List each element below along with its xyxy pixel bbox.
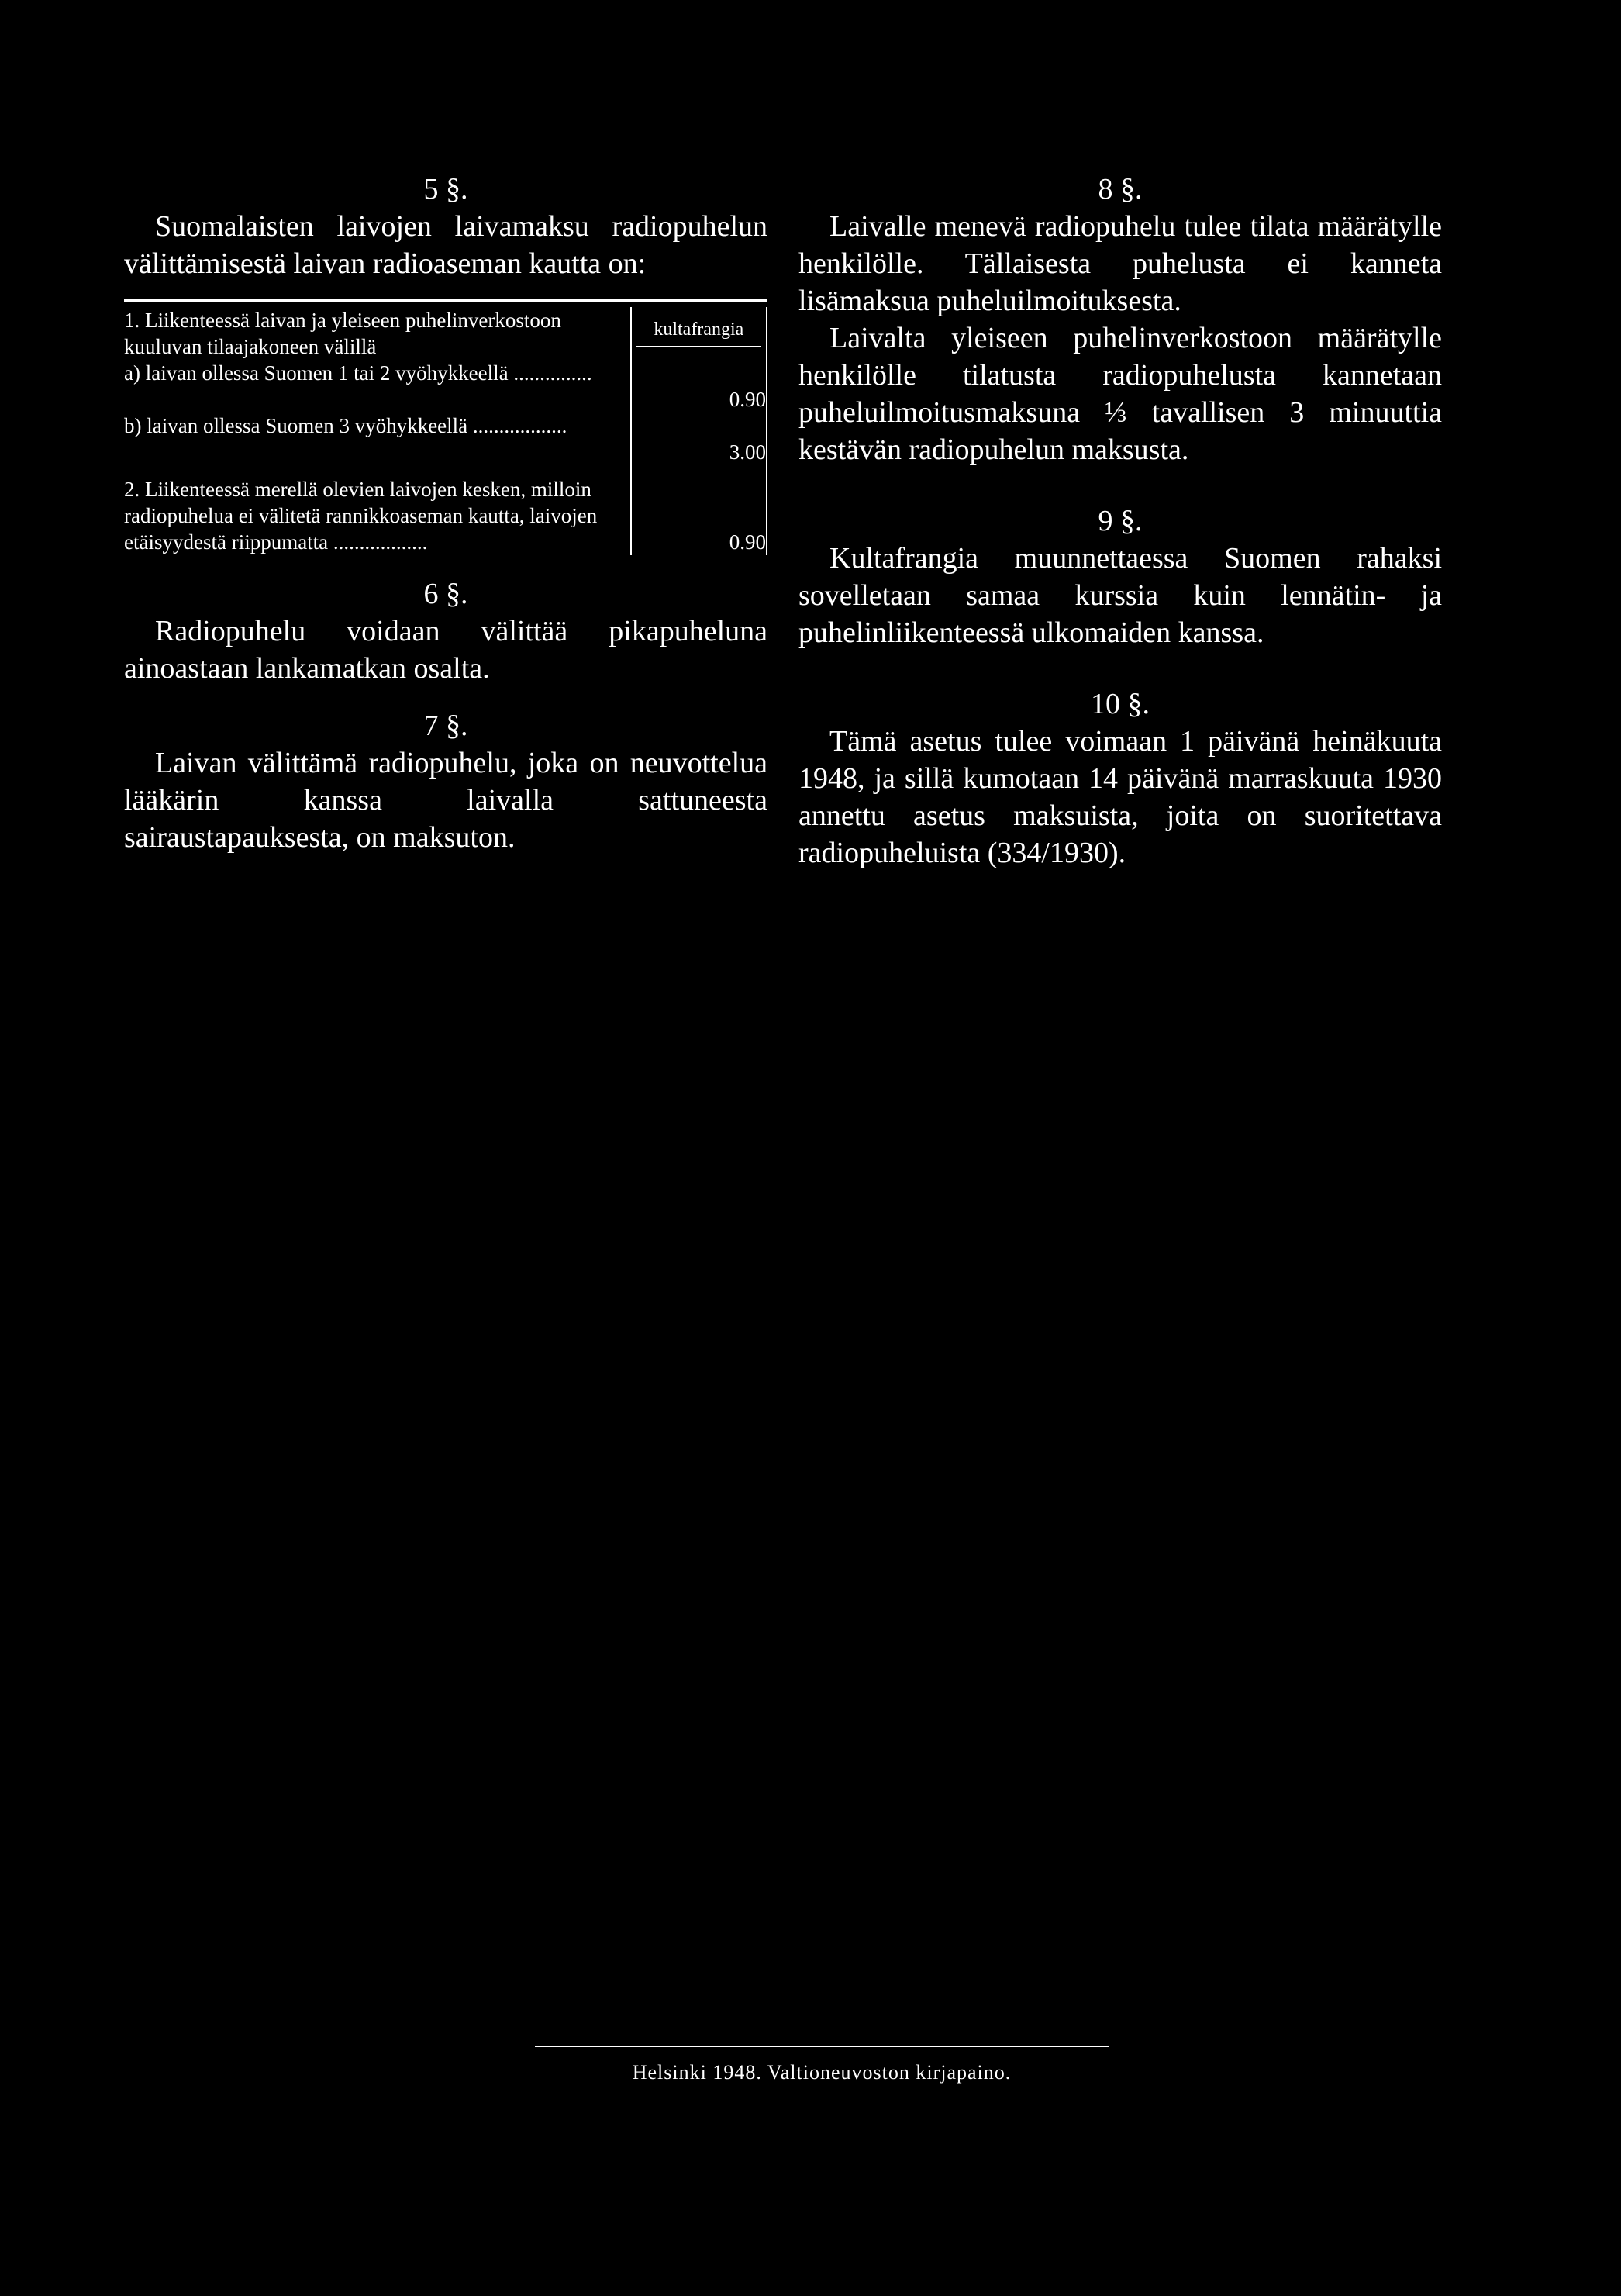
fee-value-1b: 3.00 <box>729 440 766 464</box>
section-5-title: 5 §. <box>423 173 468 205</box>
section-10-title: 10 §. <box>1091 688 1150 720</box>
section-8-title: 8 §. <box>1098 173 1143 205</box>
printer-imprint: Helsinki 1948. Valtioneuvoston kirjapaino. <box>632 2061 1012 2084</box>
fee-item-1a: a) laivan ollessa Suomen 1 tai 2 vyöhykkeellä ............... <box>124 361 592 385</box>
section-8-paragraph-2: Laivalta yleiseen puhelinverkostoon määrätylle henkilölle tilatusta radiopuhelusta kannetaan puheluilmoitusmaksuna ⅓ tavallisen 3 minuuttia kestävän radiopuhelun maksusta. <box>798 322 1442 466</box>
fee-value-2: 0.90 <box>729 530 766 554</box>
left-column <box>124 171 767 856</box>
section-6-title: 6 §. <box>423 578 468 610</box>
section-10-text: Tämä asetus tulee voimaan 1 päivänä heinäkuuta 1948, ja sillä kumotaan 14 päivänä marraskuuta 1930 annettu asetus maksuista, joita on suoritettava radiopuheluista (334/1930). <box>798 725 1442 869</box>
fee-value-1a: 0.90 <box>729 388 766 411</box>
section-5-intro: Suomalaisten laivojen laivamaksu radiopuhelun välittämisestä laivan radioaseman kautta on: <box>124 210 767 280</box>
fee-item-1: 1. Liikenteessä laivan ja yleiseen puhelinverkostoon kuuluvan tilaajakoneen välillä <box>124 309 561 358</box>
right-column <box>798 171 1442 872</box>
section-9-text: Kultafrangia muunnettaessa Suomen rahaksi sovelletaan samaa kurssia kuin lennätin- ja puhelinliikenteessä ulkomaiden kanssa. <box>798 542 1442 649</box>
section-6-text: Radiopuhelu voidaan välittää pikapuheluna ainoastaan lankamatkan osalta. <box>124 615 767 685</box>
fee-item-2: 2. Liikenteessä merellä olevien laivojen kesken, milloin radiopuhelua ei välitetä rannikkoaseman kautta, laivojen etäisyydestä riippumatta .................. <box>124 478 598 554</box>
footer-rule <box>535 2046 1109 2047</box>
section-8-paragraph-1: Laivalle menevä radiopuhelu tulee tilata määrätylle henkilölle. Tällaisesta puhelusta ei kanneta lisämaksua puheluilmoituksesta. <box>798 210 1442 317</box>
fee-item-1b: b) laivan ollessa Suomen 3 vyöhykkeellä .................. <box>124 414 567 437</box>
fee-table <box>124 307 767 555</box>
section-9-title: 9 §. <box>1098 505 1143 537</box>
section-7-text: Laivan välittämä radiopuhelu, joka on neuvottelua lääkärin kanssa laivalla sattuneesta sairaustapauksesta, on maksuton. <box>124 747 767 854</box>
table-top-rule <box>124 299 767 302</box>
unit-header: kultafrangia <box>636 316 761 347</box>
section-7-title: 7 §. <box>423 710 468 742</box>
